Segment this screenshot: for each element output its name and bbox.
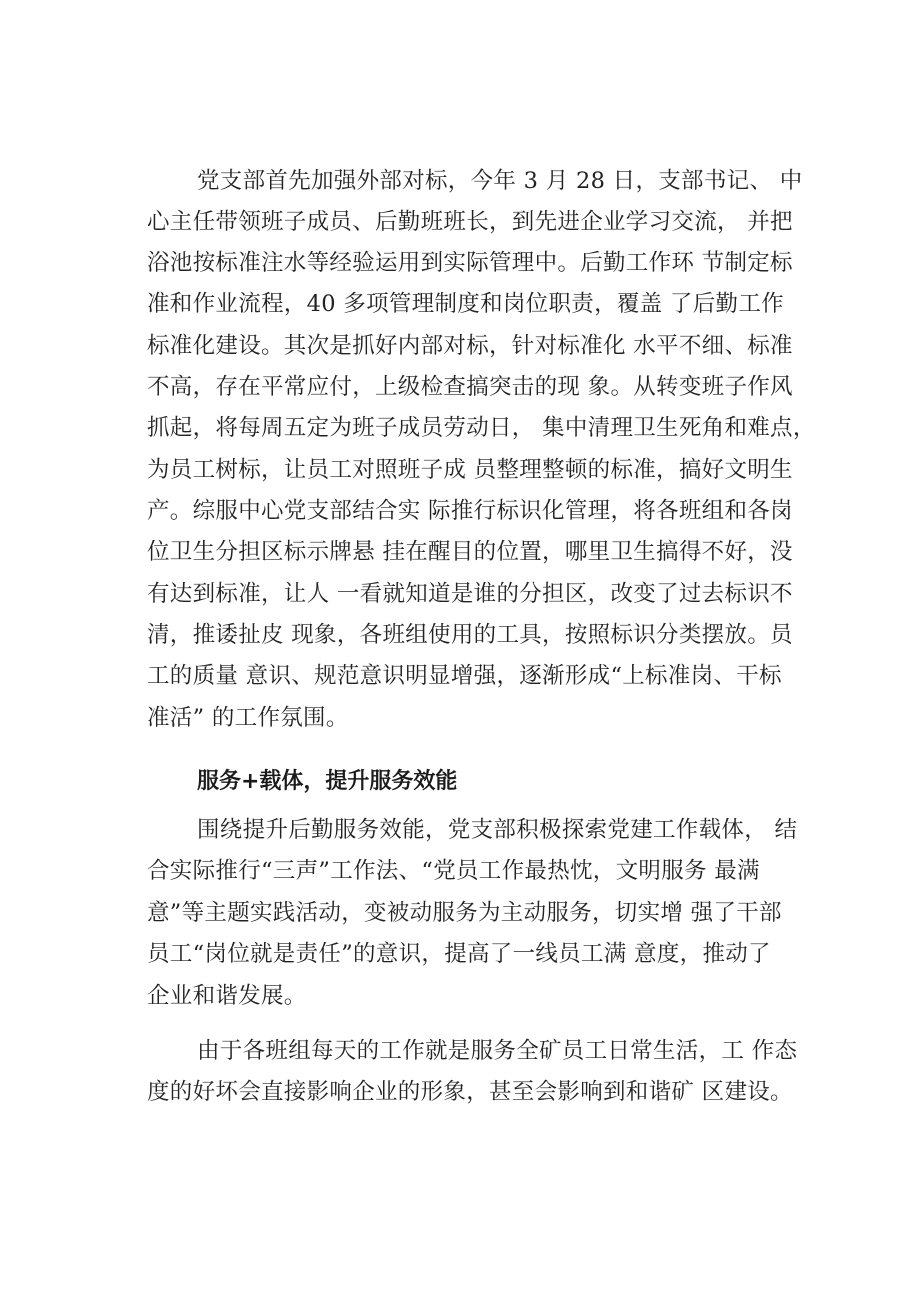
paragraph-line: 围绕提升后勤服务效能，党支部积极探索党建工作载体， 结 — [197, 817, 798, 843]
paragraph-line: 清，推诿扯皮 现象，各班组使用的工具，按照标识分类摆放。员 — [147, 622, 793, 648]
paragraph-line: 标准化建设。其次是抓好内部对标，针对标准化 水平不细、标准 — [147, 333, 793, 359]
paragraph-line: 心主任带领班子成员、后勤班班长，到先进企业学习交流， 并把 — [147, 209, 793, 235]
paragraph-line: 由于各班组每天的工作就是服务全矿员工日常生活，工 作态 — [197, 1038, 798, 1064]
paragraph-line: 企业和谐发展。 — [147, 983, 307, 1009]
paragraph-line: 合实际推行“三声”工作法、“党员工作最热忱，文明服务 最满 — [147, 858, 760, 884]
paragraph-line: 有达到标准，让人 一看就知道是谁的分担区，改变了过去标识不 — [147, 581, 793, 607]
paragraph-line: 度的好坏会直接影响企业的形象，甚至会影响到和谐矿 区建设。 — [147, 1079, 793, 1105]
paragraph-line: 产。综服中心党支部结合实 际推行标识化管理，将各班组和各岗 — [147, 498, 793, 524]
paragraph-line: 党支部首先加强外部对标，今年 3 月 28 日，支部书记、 中 — [197, 168, 803, 194]
paragraph-line: 意”等主题实践活动，变被动服务为主动服务，切实增 强了干部 — [147, 900, 782, 926]
paragraph-line: 工的质量 意识、规范意识明显增强，逐渐形成“上标准岗、干标 — [147, 663, 782, 689]
paragraph-line: 为员工树标，让员工对照班子成 员整理整顿的标准，搞好文明生 — [147, 457, 793, 483]
paragraph-line: 抓起，将每周五定为班子成员劳动日， 集中清理卫生死角和难点， — [147, 415, 816, 441]
paragraph-line: 位卫生分担区标示牌悬 挂在醒目的位置，哪里卫生搞得不好，没 — [147, 539, 793, 565]
section-heading: 服务+载体，提升服务效能 — [197, 769, 458, 794]
paragraph-line: 浴池按标准注水等经验运用到实际管理中。后勤工作环 节制定标 — [147, 250, 793, 276]
paragraph-line: 不高，存在平常应付，上级检查搞突击的现 象。从转变班子作风 — [147, 374, 793, 400]
paragraph-line: 员工“岗位就是责任”的意识，提高了一线员工满 意度，推动了 — [147, 941, 771, 967]
paragraph-line: 准和作业流程，40 多项管理制度和岗位职责，覆盖 了后勤工作 — [147, 291, 784, 317]
paragraph-line: 准活” 的工作氛围。 — [147, 705, 349, 731]
